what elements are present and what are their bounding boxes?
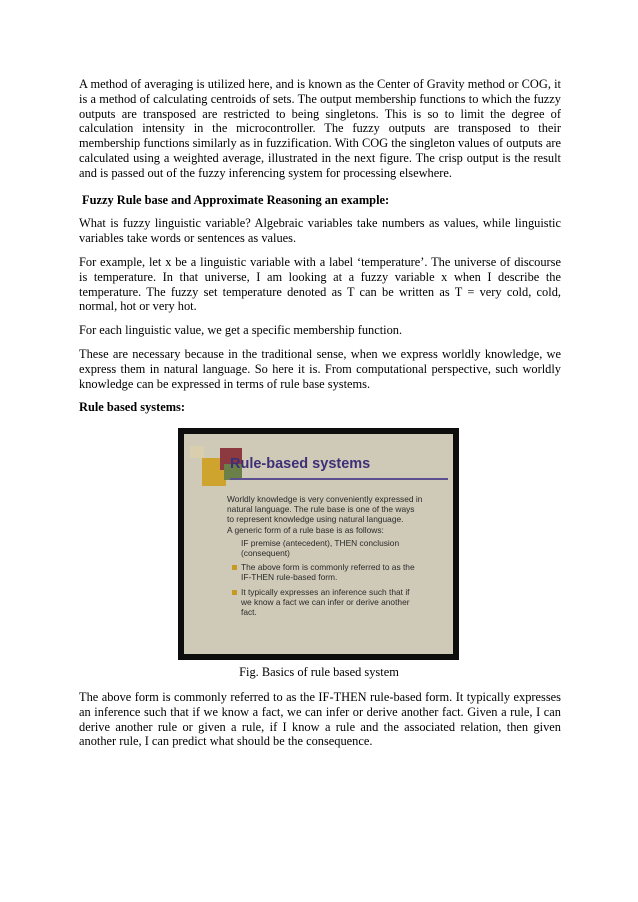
slide-line: IF premise (antecedent), THEN conclusion [241, 537, 400, 548]
paragraph-membership: For each linguistic value, we get a specific membership function. [79, 323, 403, 338]
slide-line: Worldly knowledge is very conveniently expressed in [227, 494, 423, 504]
paragraph-example: For example, let x be a linguistic variable with a label ‘temperature’. The universe of discourse is temperature. In that universe, I am looking at a fuzzy variable x when I describe the temperature. The fuzzy set temperature denoted as T can be written as T = very cold, cold, normal, hot or very hot. [79, 254, 561, 314]
slide-body [227, 494, 451, 617]
slide-bullet-line: IF-THEN rule-based form. [241, 572, 338, 583]
paragraph-linguistic-variable: What is fuzzy linguistic variable? Algebraic variables take numbers as values, while linguistic variables take words or sentences as values. [79, 216, 561, 246]
slide-bullet-line: The above form is commonly referred to as the [241, 562, 415, 573]
paragraph-cog: A method of averaging is utilized here, and is known as the Center of Gravity method or COG, it is a method of calculating centroids of sets. The output membership functions to which the fuzzy outputs are transposed are restricted to being singletons. This is so to limit the degree of calculation intensity in the microcontroller. The fuzzy outputs are transposed to their membership functions similarly as in fuzzification. With COG the singleton values of outputs are calculated using a weighted average, illustrated in the next figure. The crisp output is the result and is passed out of the fuzzy inferencing system for processing elsewhere. [79, 77, 561, 180]
bullet-square-icon [232, 590, 237, 595]
slide-line: to represent knowledge using natural language. [227, 514, 404, 525]
slide-bullet [227, 562, 451, 582]
slide-content [184, 434, 453, 654]
paragraph-if-then: The above form is commonly referred to as the IF-THEN rule-based form. It typically expresses an inference such that if we know a fact, we can infer or derive another fact. Given a rule, I can derive another rule or given a rule, if I know a rule and the associated relation, then given another rule, I can predict what should be the consequence. [79, 690, 561, 749]
slide-bullet-line: fact. [241, 607, 257, 618]
slide-line: natural language. The rule base is one of the ways [227, 504, 415, 515]
slide-bullet-line: we know a fact we can infer or derive another [241, 596, 410, 607]
figure-caption: Fig. Basics of rule based system [239, 665, 399, 679]
document-body [79, 77, 561, 415]
section-heading-fuzzy-rule-base: Fuzzy Rule base and Approximate Reasoning an example: [82, 192, 390, 207]
decor-square-beige [190, 446, 204, 458]
slide-frame [178, 428, 459, 660]
slide-line: A generic form of a rule base is as follows: [227, 524, 384, 535]
bullet-square-icon [232, 565, 237, 570]
slide-line: (consequent) [241, 548, 290, 559]
section-heading-rule-based: Rule based systems: [79, 400, 186, 415]
slide-title: Rule-based systems [230, 456, 371, 472]
paragraph-worldly-knowledge: These are necessary because in the traditional sense, when we express worldly knowledge, we express them in natural language. So here it is. From computational perspective, such worldly knowledge can be expressed in terms of rule base systems. [79, 346, 561, 391]
document-body-continued [79, 690, 561, 749]
figure-rule-based-systems [178, 428, 459, 660]
slide-title-underline [230, 478, 448, 480]
slide-bullet [227, 587, 451, 618]
slide-bullet-line: It typically expresses an inference such that if [241, 586, 410, 597]
